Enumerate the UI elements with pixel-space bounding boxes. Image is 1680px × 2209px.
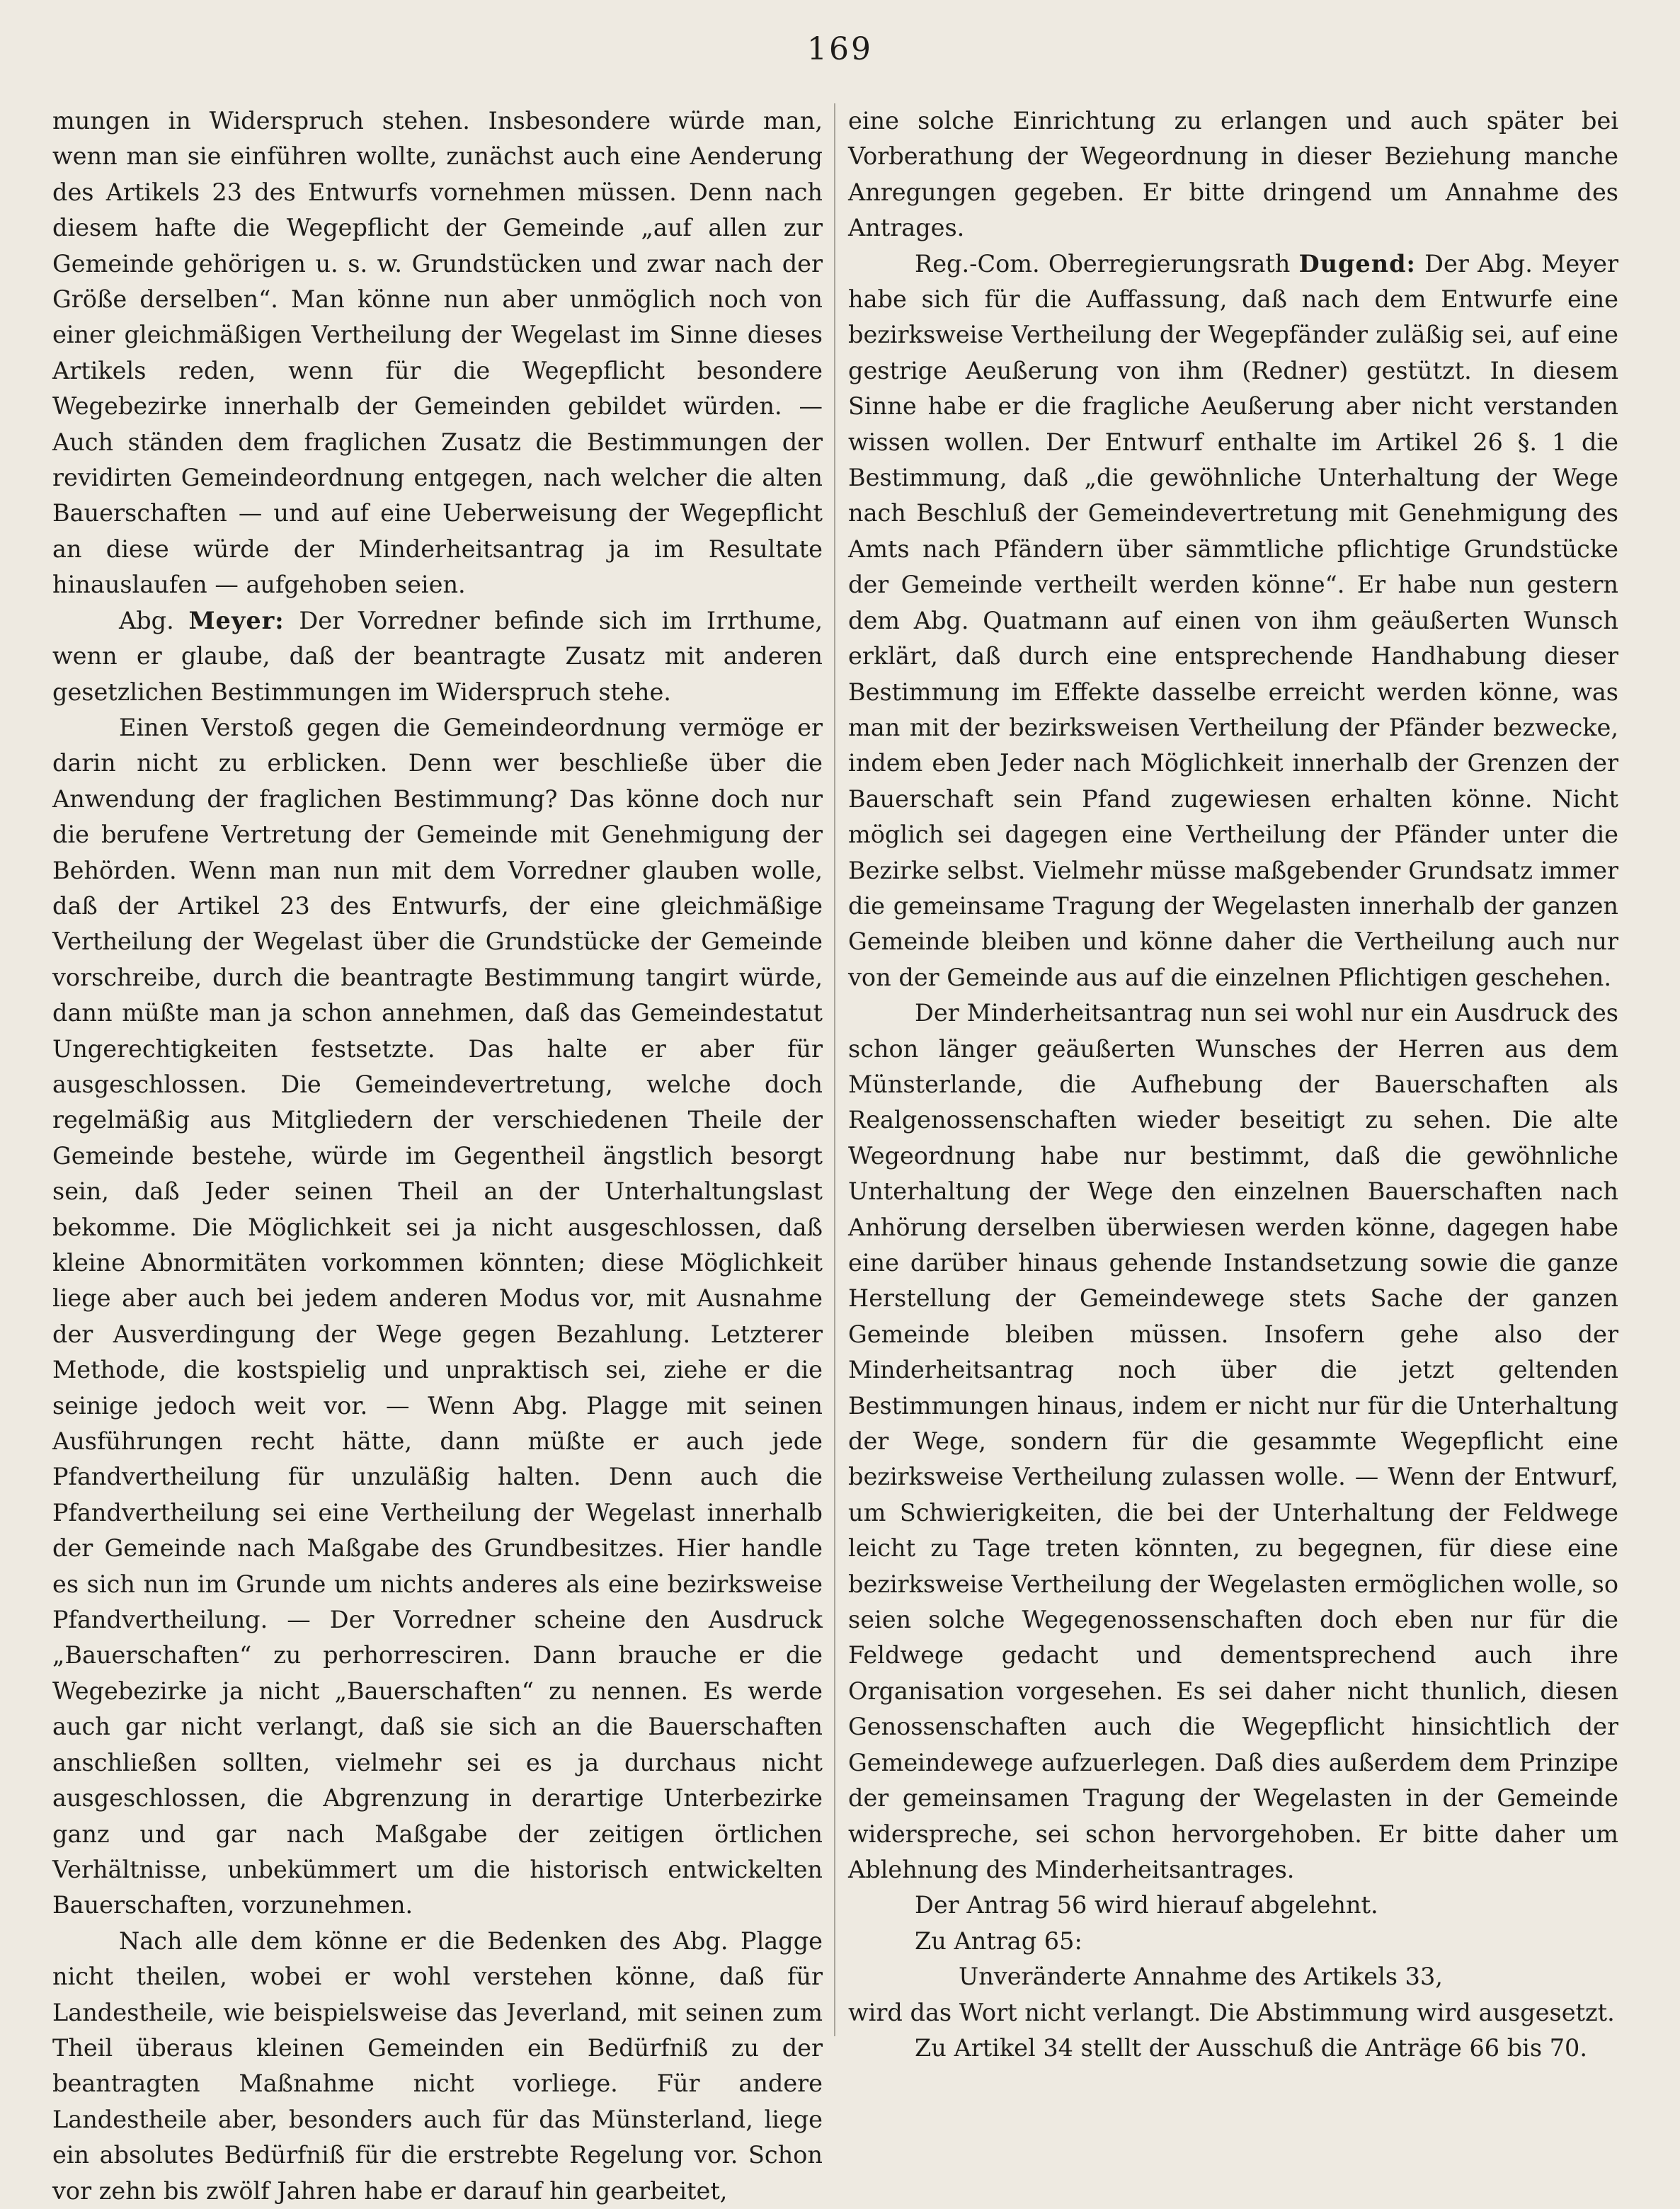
motion-heading: Zu Antrag 65: bbox=[915, 1927, 1082, 1955]
resolution-line: Der Antrag 56 wird hierauf abgelehnt. bbox=[915, 1891, 1378, 1919]
speaker-name: Dugend: bbox=[1298, 249, 1416, 278]
motion-text: Unveränderte Annahme des Artikels 33, bbox=[959, 1963, 1443, 1991]
paragraph: mungen in Widerspruch stehen. Insbesondere würde man, wenn man sie einführen wollte, zunächst auch eine Aenderung des Artikels 23 des Entwurfs vornehmen müssen. Denn nach diesem hafte die Wegepflicht der Gemeinde „auf allen zur Gemeinde gehörigen u. s. w. Grundstücken und zwar nach der Größe derselben“. Man könne nun aber unmöglich noch von einer gleichmäßigen Vertheilung der Wegelast im Sinne dieses Artikels reden, wenn für die Wegepflicht besondere Wegebezirke innerhalb der Gemeinden gebildet würden. — Auch ständen dem fraglichen Zusatz die Bestimmungen der revidirten Gemeindeordnung entgegen, nach welcher die alten Bauerschaften — und auf eine Ueberweisung der Wegepflicht an diese würde der Minderheitsantrag ja im Resultate hinauslaufen — aufgehoben seien. bbox=[52, 107, 823, 599]
paragraph: wird das Wort nicht verlangt. Die Abstimmung wird ausgesetzt. bbox=[848, 1998, 1615, 2026]
speaker-prefix: Reg.-Com. Oberregierungsrath bbox=[915, 249, 1291, 278]
page-number: 169 bbox=[807, 31, 873, 67]
paragraph: eine solche Einrichtung zu erlangen und auch später bei Vorberathung der Wegeordnung in dieser Beziehung manche Anregungen gegeben. Er bitte dringend um Annahme des Antrages. bbox=[848, 107, 1618, 242]
speaker-paragraph bbox=[848, 246, 1618, 996]
paragraph: Der Minderheitsantrag nun sei wohl nur ein Ausdruck des schon länger geäußerten Wunsches der Herren aus dem Münsterlande, die Aufhebung der Bauerschaften als Realgenossenschaften wieder beseitigt zu sehen. Die alte Wegeordnung habe nur bestimmt, daß die gewöhnliche Unterhaltung der Wege den einzelnen Bauerschaften nach Anhörung derselben überwiesen werden könne, dagegen habe eine darüber hinaus gehende Instandsetzung sowie die ganze Herstellung der Gemeindewege stets Sache der ganzen Gemeinde bleiben müssen. Insofern gehe also der Minderheitsantrag noch über die jetzt geltenden Bestimmungen hinaus, indem er nicht nur für die Unterhaltung der Wege, sondern für die gesammte Wegepflicht eine bezirksweise Vertheilung zulassen wolle. — Wenn der Entwurf, um Schwierigkeiten, die bei der Unterhaltung der Feldwege leicht zu Tage treten könnten, zu begegnen, für diese eine bezirksweise Vertheilung der Wegelasten ermöglichen wolle, so seien solche Wegegenossenschaften doch eben nur für die Feldwege gedacht und dementsprechend auch ihre Organisation vorgesehen. Es sei daher nicht thunlich, diesen Genossenschaften auch die Wegepflicht hinsichtlich der Gemeindewege aufzuerlegen. Daß dies außerdem dem Prinzipe der gemeinsamen Tragung der Wegelasten in der Gemeinde widerspreche, sei schon hervorgehoben. Er bitte daher um Ablehnung des Minderheitsantrages. bbox=[848, 999, 1618, 1883]
paragraph: Einen Verstoß gegen die Gemeindeordnung vermöge er darin nicht zu erblicken. Denn wer beschließe über die Anwendung der fraglichen Bestimmung? Das könne doch nur die berufene Vertretung der Gemeinde mit Genehmigung der Behörden. Wenn man nun mit dem Vorredner glauben wolle, daß der Artikel 23 des Entwurfs, der eine gleichmäßige Vertheilung der Wegelast über die Grundstücke der Gemeinde vorschreibe, durch die beantragte Bestimmung tangirt würde, dann müßte man ja schon annehmen, daß das Gemeindestatut Ungerechtigkeiten festsetzte. Das halte er aber für ausgeschlossen. Die Gemeindevertretung, welche doch regelmäßig aus Mitgliedern der verschiedenen Theile der Gemeinde bestehe, würde im Gegentheil ängstlich besorgt sein, daß Jeder seinen Theil an der Unterhaltungslast bekomme. Die Möglichkeit sei ja nicht ausgeschlossen, daß kleine Abnormitäten vorkommen könnten; diese Möglichkeit liege aber auch bei jedem anderen Modus vor, mit Ausnahme der Ausverdingung der Wege gegen Bezahlung. Letzterer Methode, die kostspielig und unpraktisch sei, ziehe er die seinige jedoch weit vor. — Wenn Abg. Plagge mit seinen Ausführungen recht hätte, dann müßte er auch jede Pfandvertheilung für unzuläßig halten. Denn auch die Pfandvertheilung sei eine Vertheilung der Wegelast innerhalb der Gemeinde nach Maßgabe des Grundbesitzes. Hier handle es sich nun im Grunde um nichts anderes als eine bezirksweise Pfandvertheilung. — Der Vorredner scheine den Ausdruck „Bauerschaften“ zu perhorresciren. Dann brauche er die Wegebezirke ja nicht „Bauerschaften“ zu nennen. Es werde auch gar nicht verlangt, daß sie sich an die Bauerschaften anschließen sollten, vielmehr sei es ja durchaus nicht ausgeschlossen, die Abgrenzung in derartige Unterbezirke ganz und gar nach Maßgabe der zeitigen örtlichen Verhältnisse, unbekümmert um die historisch entwickelten Bauerschaften, vorzunehmen. bbox=[52, 713, 823, 1919]
speaker-name: Meyer: bbox=[188, 606, 285, 634]
right-column bbox=[848, 103, 1618, 2066]
speaker-prefix: Abg. bbox=[119, 606, 174, 634]
paragraph-text: Der Abg. Meyer habe sich für die Auffassung, daß nach dem Entwurfe eine bezirksweise Vertheilung der Wegepfänder zuläßig sei, auf eine gestrige Aeußerung von ihm (Redner) gestützt. In diesem Sinne habe er die fragliche Aeußerung aber nicht verstanden wissen wollen. Der Entwurf enthalte im Artikel 26 §. 1 die Bestimmung, daß „die gewöhnliche Unterhaltung der Wege nach Beschluß der Gemeindevertretung mit Genehmigung des Amts nach Pfändern über sämmtliche pflichtige Grundstücke der Gemeinde vertheilt werden könne“. Er habe nun gestern dem Abg. Quatmann auf einen von ihm geäußerten Wunsch erklärt, daß durch eine entsprechende Handhabung dieser Bestimmung im Effekte dasselbe erreicht werden könne, was man mit der bezirksweisen Vertheilung der Pfänder bezwecke, indem eben Jeder nach Möglichkeit innerhalb der Grenzen der Bauerschaft sein Pfand zugewiesen erhalten könne. Nicht möglich sei dagegen eine Vertheilung der Pfänder unter die Bezirke selbst. Vielmehr müsse maßgebender Grundsatz immer die gemeinsame Tragung der Wegelasten innerhalb der ganzen Gemeinde bleiben und könne daher die Vertheilung auch nur von der Gemeinde aus auf die einzelnen Pflichtigen geschehen. bbox=[848, 249, 1618, 991]
paragraph: Nach alle dem könne er die Bedenken des Abg. Plagge nicht theilen, wobei er wohl verstehen könne, daß für Landestheile, wie beispielsweise das Jeverland, mit seinen zum Theil überaus kleinen Gemeinden ein Bedürfniß zu der beantragten Maßnahme nicht vorliege. Für andere Landestheile aber, besonders auch für das Münsterland, liege ein absolutes Bedürfniß für die erstrebte Regelung vor. Schon vor zehn bis zwölf Jahren habe er darauf hin gearbeitet, bbox=[52, 1927, 823, 2205]
paragraph: Zu Artikel 34 stellt der Ausschuß die Anträge 66 bis 70. bbox=[915, 2033, 1588, 2062]
speaker-paragraph bbox=[52, 603, 823, 710]
paragraph-text: Der Vorredner befinde sich im Irrthume, wenn er glaube, daß der beantragte Zusatz mit anderen gesetzlichen Bestimmungen im Widerspruch stehe. bbox=[52, 606, 823, 706]
left-column bbox=[52, 103, 823, 2209]
column-divider bbox=[834, 103, 835, 2036]
